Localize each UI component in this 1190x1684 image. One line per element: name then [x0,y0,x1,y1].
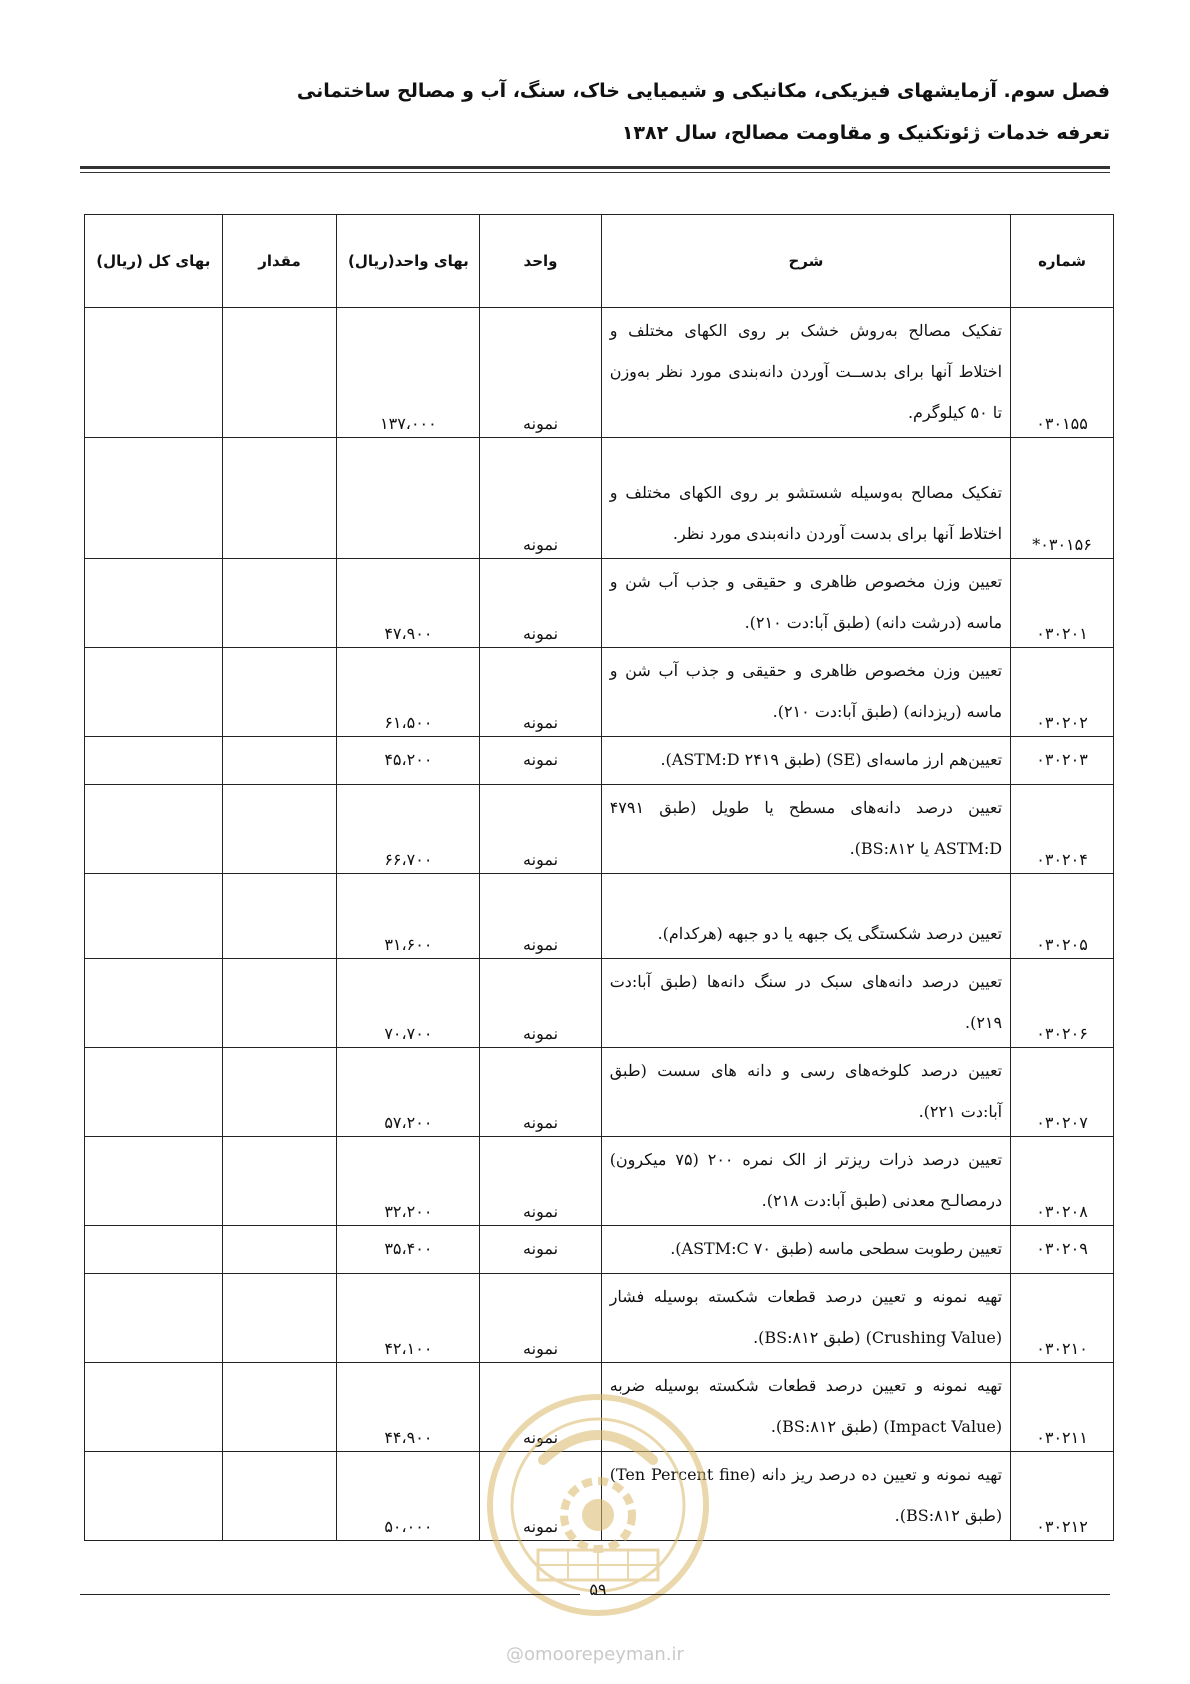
tariff-table [84,214,1114,1541]
row-unit-price: ۳۱،۶۰۰ [337,874,480,959]
table-row [85,1274,1114,1363]
row-quantity [222,1137,337,1226]
row-total-price [85,1452,223,1541]
header-number: شماره [1011,215,1114,308]
page-number: ۵۹ [589,1580,607,1599]
row-unit: نمونه [480,308,601,438]
row-number: ۰۳۰۲۰۴ [1011,785,1114,874]
header-rule-thin [80,172,1110,173]
row-unit-price: ۵۷،۲۰۰ [337,1048,480,1137]
row-description: تفکیک مصالح به‌وسیله شستشو بر روی الکهای مختلف و اختلاط آنها برای بدست آوردن دانه‌بندی مورد نظر. [601,438,1010,559]
row-description: تعیین‌هم ارز ماسه‌ای (SE) (طبق ASTM:D ۲۴۱۹). [601,737,1010,785]
row-unit: نمونه [480,648,601,737]
table-row [85,1137,1114,1226]
row-unit-price: ۱۳۷،۰۰۰ [337,308,480,438]
table-row [85,1226,1114,1274]
row-quantity [222,1363,337,1452]
row-description: تعیین رطوبت سطحی ماسه (طبق ASTM:C ۷۰). [601,1226,1010,1274]
row-unit: نمونه [480,559,601,648]
row-description: تهیه نمونه و تعیین درصد قطعات شکسته بوسیله فشار (Crushing Value) (طبق BS:۸۱۲). [601,1274,1010,1363]
row-description: تهیه نمونه و تعیین ده درصد ریز دانه (Ten Percent fine) (طبق BS:۸۱۲). [601,1452,1010,1541]
row-unit-price: ۵۰،۰۰۰ [337,1452,480,1541]
row-number: ۰۳۰۲۰۹ [1011,1226,1114,1274]
table-row [85,1048,1114,1137]
row-unit: نمونه [480,1137,601,1226]
row-number: ۰۳۰۲۰۶ [1011,959,1114,1048]
row-unit: نمونه [480,959,601,1048]
table-row [85,648,1114,737]
row-total-price [85,1048,223,1137]
row-unit: نمونه [480,1048,601,1137]
row-unit-price: ۴۷،۹۰۰ [337,559,480,648]
row-total-price [85,1274,223,1363]
row-quantity [222,308,337,438]
table-header-row [85,215,1114,308]
row-quantity [222,1226,337,1274]
row-unit: نمونه [480,1274,601,1363]
row-unit-price: ۷۰،۷۰۰ [337,959,480,1048]
table-row [85,874,1114,959]
row-number: ۰۳۰۲۰۸ [1011,1137,1114,1226]
row-total-price [85,874,223,959]
row-quantity [222,1274,337,1363]
row-total-price [85,959,223,1048]
row-number: ۰۳۰۱۵۶* [1011,438,1114,559]
row-unit-price: ۴۴،۹۰۰ [337,1363,480,1452]
header-unit-price: بهای واحد(ریال) [337,215,480,308]
row-description: تعیین وزن مخصوص ظاهری و حقیقی و جذب آب شن و ماسه (درشت دانه) (طبق آبا:دت ۲۱۰). [601,559,1010,648]
row-unit: نمونه [480,1452,601,1541]
footer-rule-right [595,1594,1110,1595]
row-unit-price: ۳۲،۲۰۰ [337,1137,480,1226]
row-number: ۰۳۰۲۱۲ [1011,1452,1114,1541]
row-quantity [222,1048,337,1137]
row-unit: نمونه [480,785,601,874]
row-number: ۰۳۰۲۰۳ [1011,737,1114,785]
table-row [85,737,1114,785]
row-total-price [85,1363,223,1452]
row-unit: نمونه [480,438,601,559]
row-number: ۰۳۰۲۰۱ [1011,559,1114,648]
row-quantity [222,438,337,559]
row-description: تفکیک مصالح به‌روش خشک بر روی الکهای مختلف و اختلاط آنها برای بدســت آوردن دانه‌بندی مورد نظر به‌وزن تا ۵۰ کیلوگرم. [601,308,1010,438]
row-unit-price: ۴۵،۲۰۰ [337,737,480,785]
row-total-price [85,737,223,785]
row-unit: نمونه [480,1226,601,1274]
row-unit-price [337,438,480,559]
row-unit: نمونه [480,1363,601,1452]
header-unit: واحد [480,215,601,308]
row-quantity [222,959,337,1048]
footer-rule-left [80,1594,580,1595]
row-unit-price: ۴۲،۱۰۰ [337,1274,480,1363]
table-row [85,308,1114,438]
row-description: تعیین درصد کلوخه‌های رسی و دانه های سست (طبق آبا:دت ۲۲۱). [601,1048,1010,1137]
header-rule-thick [80,166,1110,169]
row-unit-price: ۶۶،۷۰۰ [337,785,480,874]
row-number: ۰۳۰۲۰۷ [1011,1048,1114,1137]
chapter-title: فصل سوم. آزمایشهای فیزیکی، مکانیکی و شیمیایی خاک، سنگ، آب و مصالح ساختمانی [296,80,1110,102]
row-unit-price: ۶۱،۵۰۰ [337,648,480,737]
row-description: تعیین درصد ذرات ریزتر از الک نمره ۲۰۰ (۷۵ میکرون) درمصالـح معدنی (طبق آبا:دت ۲۱۸). [601,1137,1010,1226]
row-total-price [85,785,223,874]
row-number: ۰۳۰۲۱۱ [1011,1363,1114,1452]
row-description: تعیین درصد دانه‌های مسطح یا طویل (طبق ۴۷۹۱ ASTM:D یا BS:۸۱۲). [601,785,1010,874]
row-quantity [222,785,337,874]
row-quantity [222,874,337,959]
row-total-price [85,438,223,559]
row-unit-price: ۳۵،۴۰۰ [337,1226,480,1274]
row-total-price [85,648,223,737]
row-unit: نمونه [480,874,601,959]
row-description: تعیین درصد شکستگی یک جبهه یا دو جبهه (هرکدام). [601,874,1010,959]
row-unit: نمونه [480,737,601,785]
watermark-url: @omoorepeyman.ir [506,1644,684,1665]
row-total-price [85,1137,223,1226]
row-number: ۰۳۰۲۰۲ [1011,648,1114,737]
row-total-price [85,559,223,648]
row-number: ۰۳۰۲۱۰ [1011,1274,1114,1363]
header-quantity: مقدار [222,215,337,308]
table-row [85,559,1114,648]
row-quantity [222,559,337,648]
row-number: ۰۳۰۱۵۵ [1011,308,1114,438]
tariff-title: تعرفه خدمات ژئوتکنیک و مقاومت مصالح، سال ۱۳۸۲ [621,122,1110,144]
table-row [85,438,1114,559]
row-description: تعیین درصد دانه‌های سبک در سنگ دانه‌ها (طبق آبا:دت ۲۱۹). [601,959,1010,1048]
row-total-price [85,1226,223,1274]
header-total-price: بهای کل (ریال) [85,215,223,308]
row-quantity [222,648,337,737]
row-description: تعیین وزن مخصوص ظاهری و حقیقی و جذب آب شن و ماسه (ریزدانه) (طبق آبا:دت ۲۱۰). [601,648,1010,737]
header-description: شرح [601,215,1010,308]
row-total-price [85,308,223,438]
table-row [85,785,1114,874]
row-number: ۰۳۰۲۰۵ [1011,874,1114,959]
row-quantity [222,737,337,785]
table-row [85,959,1114,1048]
row-description: تهیه نمونه و تعیین درصد قطعات شکسته بوسیله ضربه (Impact Value) (طبق BS:۸۱۲). [601,1363,1010,1452]
row-quantity [222,1452,337,1541]
